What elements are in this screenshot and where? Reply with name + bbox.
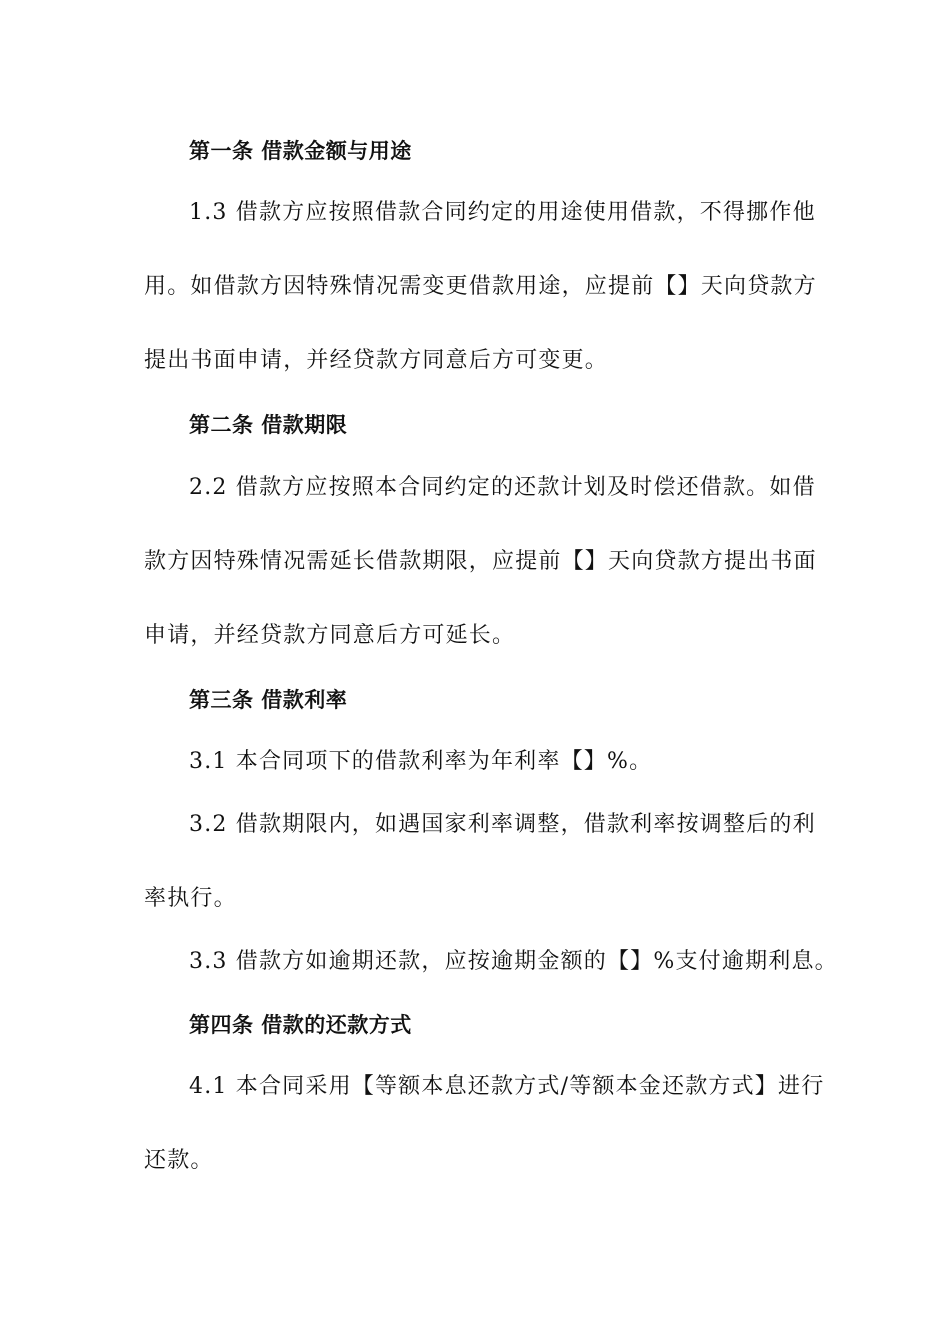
clause-3-2-line-2: 率执行。 xyxy=(144,886,237,911)
section-heading-3: 第三条 借款利率 xyxy=(189,688,348,712)
clause-2-2-line-3: 申请，并经贷款方同意后方可延长。 xyxy=(144,623,516,648)
clause-1-3-line-3: 提出书面申请，并经贷款方同意后方可变更。 xyxy=(144,348,609,373)
clause-1-3-line-1: 1.3 借款方应按照借款合同约定的用途使用借款，不得挪作他 xyxy=(189,200,816,225)
clause-4-1-line-2: 还款。 xyxy=(144,1148,214,1173)
clause-3-3: 3.3 借款方如逾期还款，应按逾期金额的【】%支付逾期利息。 xyxy=(189,949,838,974)
clause-4-1-line-1: 4.1 本合同采用【等额本息还款方式/等额本金还款方式】进行 xyxy=(189,1074,825,1099)
clause-2-2-line-2: 款方因特殊情况需延长借款期限，应提前【】天向贷款方提出书面 xyxy=(144,549,817,574)
clause-3-2-line-1: 3.2 借款期限内，如遇国家利率调整，借款利率按调整后的利 xyxy=(189,812,816,837)
clause-1-3-line-2: 用。如借款方因特殊情况需变更借款用途，应提前【】天向贷款方 xyxy=(144,274,817,299)
section-heading-2: 第二条 借款期限 xyxy=(189,413,348,437)
clause-3-1: 3.1 本合同项下的借款利率为年利率【】%。 xyxy=(189,749,653,774)
section-heading-4: 第四条 借款的还款方式 xyxy=(189,1013,412,1037)
section-heading-1: 第一条 借款金额与用途 xyxy=(189,139,412,163)
clause-2-2-line-1: 2.2 借款方应按照本合同约定的还款计划及时偿还借款。如借 xyxy=(189,475,816,500)
